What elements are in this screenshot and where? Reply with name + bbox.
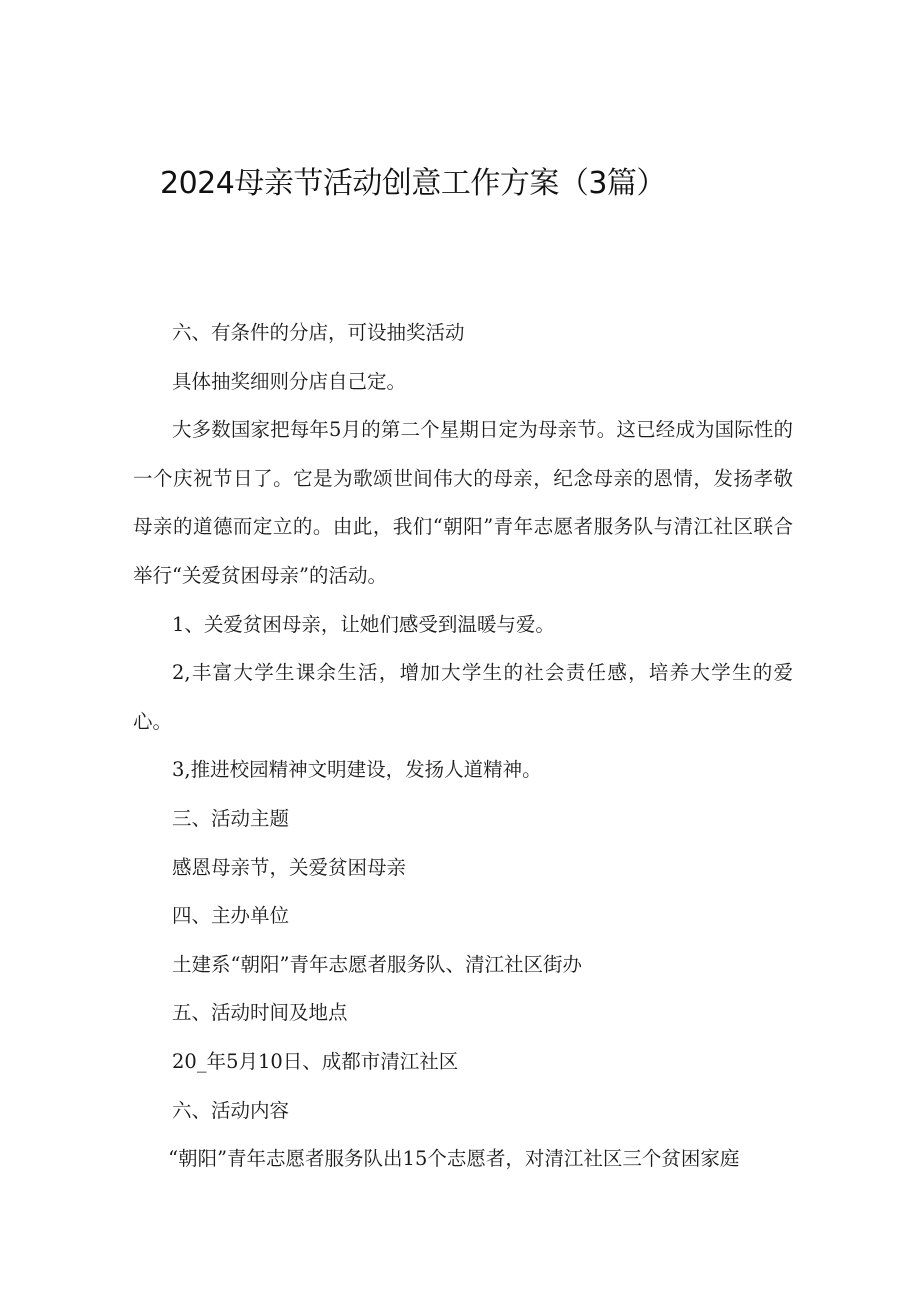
paragraph: “朝阳”青年志愿者服务队出15个志愿者，对清江社区三个贫困家庭 <box>168 1147 740 1171</box>
paragraph: 土建系“朝阳”青年志愿者服务队、清江社区街办 <box>172 952 582 976</box>
section-heading: 六、活动内容 <box>172 1098 290 1122</box>
document-body <box>133 309 793 1184</box>
section-heading: 三、活动主题 <box>172 806 290 830</box>
section-heading: 五、活动时间及地点 <box>172 1001 348 1025</box>
paragraph: 1、关爱贫困母亲，让她们感受到温暖与爱。 <box>172 612 555 636</box>
paragraph: 2,丰富大学生课余生活，增加大学生的社会责任感，培养大学生的爱心。 <box>133 661 793 733</box>
document-title: 2024母亲节活动创意工作方案（3篇） <box>160 166 666 201</box>
paragraph: 六、有条件的分店，可设抽奖活动 <box>172 321 465 344</box>
section-heading: 四、主办单位 <box>172 904 290 928</box>
paragraph: 具体抽奖细则分店自己定。 <box>172 369 407 393</box>
paragraph: 20_年5月10日、成都市清江社区 <box>172 1049 459 1073</box>
paragraph: 感恩母亲节，关爱贫困母亲 <box>172 855 407 879</box>
paragraph: 3,推进校园精神文明建设，发扬人道精神。 <box>172 758 542 782</box>
paragraph: 大多数国家把每年5月的第二个星期日定为母亲节。这已经成为国际性的一个庆祝节日了。它是为歌颂世间伟大的母亲，纪念母亲的恩情，发扬孝敬母亲的道德而定立的。由此，我们“朝阳”青年志愿者服务队与清江社区联合举行“关爱贫困母亲”的活动。 <box>133 418 793 587</box>
